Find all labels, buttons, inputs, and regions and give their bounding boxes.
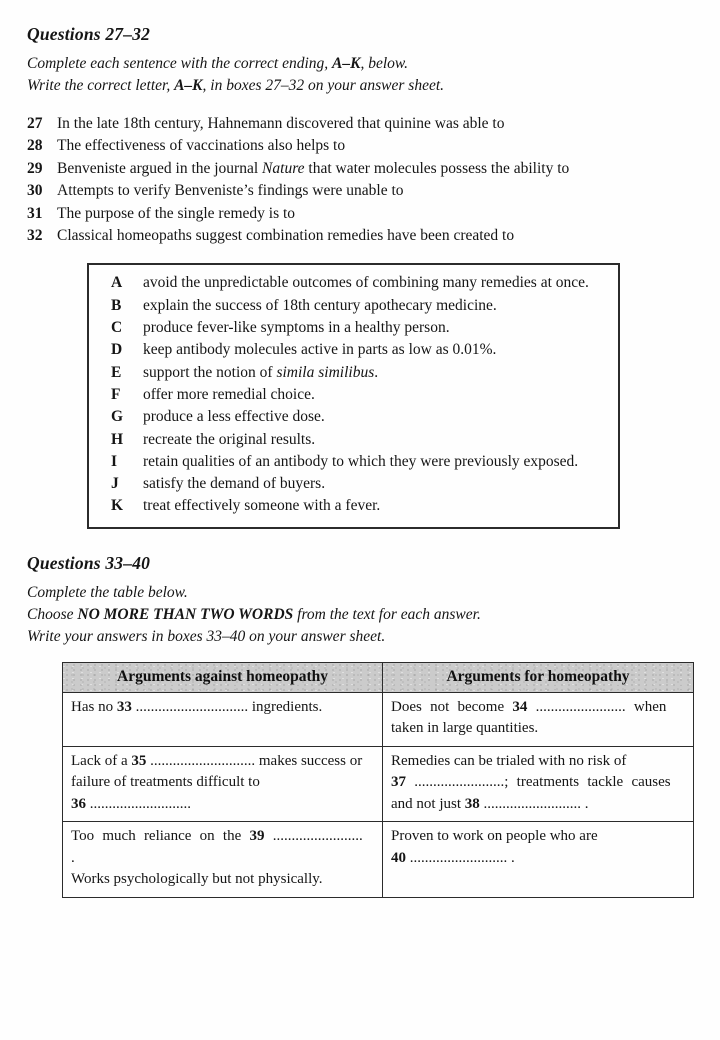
- option-letter: I: [111, 452, 118, 470]
- question-item: [27, 113, 695, 135]
- option-item: [111, 272, 608, 294]
- option-item: [111, 473, 608, 495]
- option-text: satisfy the demand of buyers.: [143, 475, 326, 493]
- answers-table-wrap: [62, 662, 695, 898]
- instruction-line: Choose NO MORE THAN TWO WORDS from the text for each answer.: [27, 605, 481, 623]
- table-row: [63, 822, 694, 898]
- question-number: 30: [27, 182, 43, 200]
- question-number: 32: [27, 227, 43, 245]
- option-text: produce fever-like symptoms in a healthy person.: [143, 319, 450, 337]
- question-text: The effectiveness of vaccinations also helps to: [57, 137, 346, 155]
- option-letter: C: [111, 319, 123, 337]
- question-number: 31: [27, 204, 43, 222]
- question-number: 28: [27, 137, 43, 155]
- section-questions-27-32: [27, 24, 695, 529]
- option-text: recreate the original results.: [143, 430, 316, 448]
- question-list: [27, 113, 695, 247]
- question-item: [27, 225, 695, 247]
- table-cell-against: Too much reliance on the 39 ........................ . Works psychologically but not physically.: [63, 822, 383, 898]
- option-item: [111, 339, 608, 361]
- table-header-for: Arguments for homeopathy: [383, 662, 694, 692]
- question-item: [27, 158, 695, 180]
- option-letter: F: [111, 385, 121, 403]
- option-item: [111, 317, 608, 339]
- table-cell-for: Proven to work on people who are 40 .......................... .: [383, 822, 694, 898]
- question-text: In the late 18th century, Hahnemann discovered that quinine was able to: [57, 115, 505, 132]
- instruction-line: Write your answers in boxes 33–40 on your answer sheet.: [27, 627, 386, 645]
- option-text: produce a less effective dose.: [143, 408, 325, 426]
- question-text: Attempts to verify Benveniste’s findings were unable to: [57, 182, 404, 200]
- instruction-line: Complete the table below.: [27, 583, 188, 601]
- question-item: [27, 203, 695, 225]
- question-text: The purpose of the single remedy is to: [57, 204, 296, 222]
- question-text: Classical homeopaths suggest combination remedies have been created to: [57, 227, 515, 245]
- option-letter: H: [111, 430, 124, 448]
- option-item: [111, 451, 608, 473]
- question-number: 29: [27, 159, 43, 177]
- option-letter: E: [111, 363, 122, 381]
- instruction-line: Complete each sentence with the correct ending, A–K, below.: [27, 55, 408, 72]
- table-header-against: Arguments against homeopathy: [63, 662, 383, 692]
- answers-table: [62, 662, 694, 898]
- table-cell-for: Does not become 34 ........................ when taken in large quantities.: [383, 692, 694, 746]
- table-row: [63, 692, 694, 746]
- table-cell-for: Remedies can be trialed with no risk of 37 ........................; treatments tackle causes and not just 38 .......................... .: [383, 746, 694, 822]
- section-questions-33-40: [27, 553, 695, 898]
- options-box: [87, 263, 620, 528]
- section-title: Questions 33–40: [27, 552, 151, 573]
- question-text: Benveniste argued in the journal Nature that water molecules possess the ability to: [57, 159, 570, 177]
- option-item: [111, 495, 608, 517]
- option-text: offer more remedial choice.: [143, 385, 315, 403]
- option-letter: J: [111, 475, 119, 493]
- option-item: [111, 429, 608, 451]
- question-item: [27, 180, 695, 202]
- option-text: explain the success of 18th century apothecary medicine.: [143, 296, 497, 314]
- table-cell-against: Has no 33 .............................. ingredients.: [63, 692, 383, 746]
- section-title: Questions 27–32: [27, 24, 151, 44]
- option-text: retain qualities of an antibody to which they were previously exposed.: [143, 452, 579, 470]
- option-item: [111, 295, 608, 317]
- option-item: [111, 362, 608, 384]
- option-letter: B: [111, 296, 122, 314]
- option-item: [111, 406, 608, 428]
- option-text: avoid the unpredictable outcomes of combining many remedies at once.: [143, 274, 589, 292]
- table-row: [63, 746, 694, 822]
- option-letter: K: [111, 497, 124, 515]
- option-letter: D: [111, 341, 123, 359]
- question-item: [27, 135, 695, 157]
- option-letter: G: [111, 408, 124, 426]
- option-text: support the notion of simila similibus.: [143, 363, 379, 381]
- option-letter: A: [111, 274, 123, 292]
- question-number: 27: [27, 115, 43, 132]
- instruction-line: Write the correct letter, A–K, in boxes 27–32 on your answer sheet.: [27, 77, 445, 94]
- option-text: keep antibody molecules active in parts as low as 0.01%.: [143, 341, 497, 359]
- option-text: treat effectively someone with a fever.: [143, 497, 381, 515]
- option-item: [111, 384, 608, 406]
- table-header-row: [63, 662, 694, 692]
- table-cell-against: Lack of a 35 ............................ makes success or failure of treatments difficult to 36 ...........................: [63, 746, 383, 822]
